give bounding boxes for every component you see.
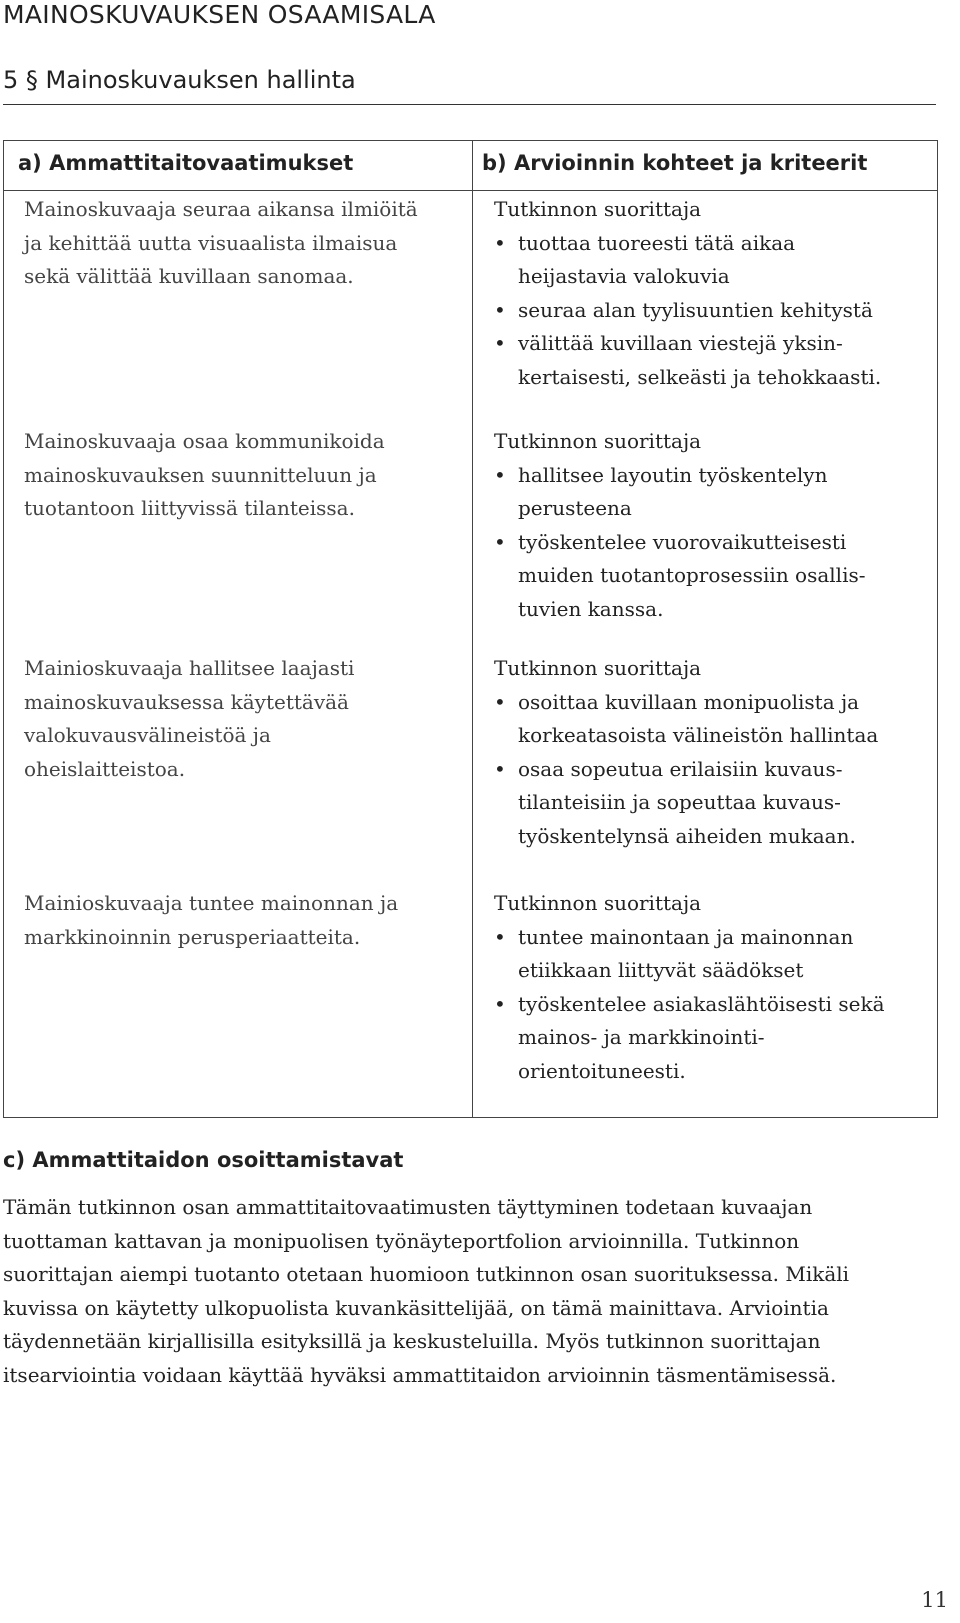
criteria-item [494,686,934,753]
bullet-icon: • [494,991,506,1016]
criteria-item-text: työskentelee vuorovaikutteisesti muiden tuotantoprosessiin osallis- tuvien kanssa. [518,529,866,621]
bullet-icon: • [494,689,506,714]
column-header-requirements: a) Ammattitaitovaatimukset [18,151,354,175]
criteria-intro: Tutkinnon suorittaja [494,429,702,453]
criteria-item-text: työskentelee asiakaslähtöisesti sekä mainos- ja markkinointi- orientoituneesti. [518,991,885,1083]
criteria-block [494,425,934,626]
criteria-item [494,921,934,988]
column-divider [472,141,473,1117]
header-divider [4,190,937,191]
criteria-item-text: välittää kuvillaan viestejä yksin- kertaisesti, selkeästi ja tehokkaasti. [518,331,882,389]
requirement-text: Mainoskuvaaja seuraa aikansa ilmiöitä ja kehittää uutta visuaalista ilmaisua sekä välittää kuvillaan sanomaa. [24,197,418,288]
bullet-icon: • [494,529,506,554]
subsection-divider [3,104,936,105]
criteria-item [494,459,934,526]
criteria-table [3,140,938,1118]
criteria-item-text: tuntee mainontaan ja mainonnan etiikkaan liittyvät säädökset [518,924,854,982]
criteria-item-text: hallitsee layoutin työskentelyn perusteena [518,462,828,520]
page-number: 11 [921,1588,948,1612]
section-title: MAINOSKUVAUKSEN OSAAMISALA [3,0,436,29]
criteria-intro: Tutkinnon suorittaja [494,656,702,680]
criteria-list [494,921,934,1089]
criteria-item [494,526,934,627]
criteria-block [494,652,934,853]
criteria-list [494,686,934,854]
demonstration-methods-text: Tämän tutkinnon osan ammattitaitovaatimusten täyttyminen todetaan kuvaajan tuottaman kattavan ja monipuolisen työnäyteportfolion arvioinnilla. Tutkinnon suorittajan aiempi tuotanto otetaan huomioon tutkinnon osan suorituksessa. Mikäli kuvissa on käytetty ulkopuolista kuvankäsittelijää, on tämä mainittava. Arviointia täydennetään kirjallisilla esityksillä ja keskusteluilla. Myös tutkinnon suorittajan itsearviointia voidaan käyttää hyväksi ammattitaidon arvioinnin täsmentämisessä. [3,1195,850,1387]
criteria-item [494,988,934,1089]
criteria-item-text: osoittaa kuvillaan monipuolista ja korkeatasoista välineistön hallintaa [518,689,879,747]
criteria-block [494,193,934,394]
criteria-intro: Tutkinnon suorittaja [494,891,702,915]
bullet-icon: • [494,756,506,781]
demonstration-methods-heading: c) Ammattitaidon osoittamistavat [3,1148,404,1172]
bullet-icon: • [494,462,506,487]
criteria-list [494,459,934,627]
criteria-item-text: seuraa alan tyylisuuntien kehitystä [518,297,873,322]
criteria-item [494,227,934,294]
criteria-item [494,327,934,394]
criteria-item [494,294,934,328]
column-header-criteria: b) Arvioinnin kohteet ja kriteerit [482,151,868,175]
requirement-text: Mainioskuvaaja hallitsee laajasti mainoskuvauksessa käytettävää valokuvausvälineistöä ja oheislaitteistoa. [24,656,355,781]
criteria-item [494,753,934,854]
bullet-icon: • [494,331,506,355]
criteria-item-text: tuottaa tuoreesti tätä aikaa heijastavia valokuvia [518,230,796,288]
criteria-item-text: osaa sopeutua erilaisiin kuvaus- tilanteisiin ja sopeuttaa kuvaus- työskentelynsä aiheiden mukaan. [518,756,856,848]
bullet-icon: • [494,230,506,255]
bullet-icon: • [494,297,506,322]
criteria-intro: Tutkinnon suorittaja [494,197,702,221]
criteria-block [494,887,934,1088]
requirement-text: Mainoskuvaaja osaa kommunikoida mainoskuvauksen suunnitteluun ja tuotantoon liittyvissä tilanteissa. [24,429,385,520]
requirement-text: Mainioskuvaaja tuntee mainonnan ja markkinoinnin perusperiaatteita. [24,891,399,949]
bullet-icon: • [494,924,506,949]
subsection-title: 5 § Mainoskuvauksen hallinta [3,66,356,94]
criteria-list [494,227,934,395]
